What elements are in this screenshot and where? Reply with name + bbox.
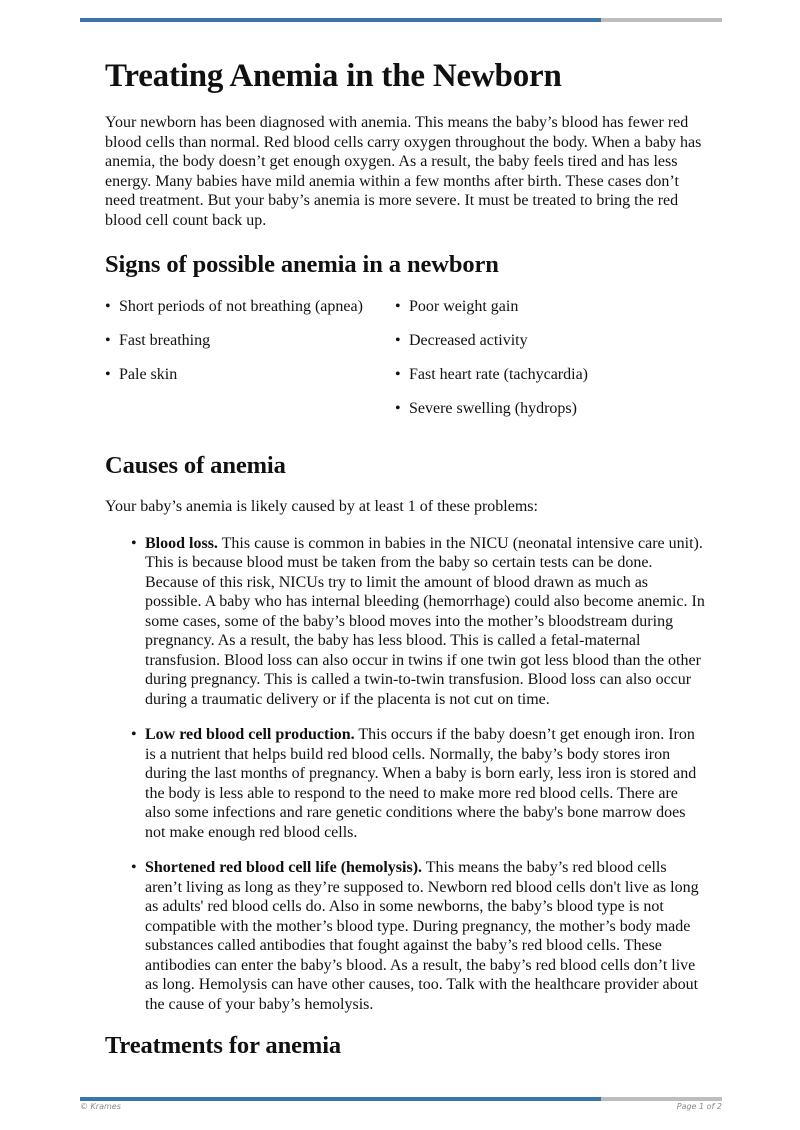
cause-text: This occurs if the baby doesn’t get enough iron. Iron is a nutrient that helps build red blood cells. Normally, the baby’s body stores iron during the last months of pregnancy. When a baby is born early, less iron is stored and the body is less able to respond to the need to make more red blood cells. There are also some infections and rare genetic conditions where the baby's bone marrow does not make enough red blood cells. xyxy=(145,726,697,841)
signs-list xyxy=(105,297,705,433)
header-rule xyxy=(80,18,722,22)
header-rule-accent xyxy=(80,18,601,22)
treatments-heading: Treatments for anemia xyxy=(105,1032,342,1059)
list-item xyxy=(105,725,705,842)
cause-label: Blood loss. xyxy=(145,534,218,552)
list-item xyxy=(105,858,705,1014)
list-item xyxy=(105,534,705,710)
list-item: • Fast heart rate (tachycardia) xyxy=(395,365,588,385)
document-body xyxy=(105,52,705,1062)
causes-list xyxy=(105,534,705,1015)
page-title: Treating Anemia in the Newborn xyxy=(105,58,562,94)
footer-rule xyxy=(80,1097,722,1101)
copyright-text: © Krames xyxy=(80,1102,121,1111)
cause-text: This means the baby’s red blood cells aren’t living as long as they’re supposed to. Newborn red blood cells don't live as long as adults' red blood cells do. Also in some newborns, the baby’s blood type is not compatible with the mother’s blood type. During pregnancy, the mother’s body made substances called antibodies that fought against the baby’s red blood cells. These antibodies can enter the baby’s blood. As a result, the baby’s red blood cells don’t live as long. Hemolysis can have other causes, too. Talk with the healthcare provider about the cause of your baby’s hemolysis. xyxy=(145,859,699,1013)
page-footer xyxy=(80,1102,722,1111)
footer-rule-accent xyxy=(80,1097,601,1101)
list-item: • Decreased activity xyxy=(395,331,588,351)
header-rule-gray xyxy=(601,18,722,22)
signs-list-right-column xyxy=(395,297,588,433)
signs-list-left-column xyxy=(105,297,395,433)
causes-heading: Causes of anemia xyxy=(105,452,286,479)
cause-label: Low red blood cell production. xyxy=(145,726,355,743)
page-number: Page 1 of 2 xyxy=(676,1102,722,1111)
list-item: • Severe swelling (hydrops) xyxy=(395,399,588,419)
footer-rule-gray xyxy=(601,1097,722,1101)
intro-paragraph: Your newborn has been diagnosed with anemia. This means the baby’s blood has fewer red blood cells than normal. Red blood cells carry oxygen throughout the body. When a baby has anemia, the body doesn’t get enough oxygen. As a result, the baby feels tired and has less energy. Many babies have mild anemia within a few months after birth. These cases don’t need treatment. But your baby’s anemia is more severe. It must be treated to bring the red blood cell count back up. xyxy=(105,114,702,229)
list-item: • Short periods of not breathing (apnea) xyxy=(105,297,395,317)
cause-text: This cause is common in babies in the NICU (neonatal intensive care unit). This is because blood must be taken from the baby so certain tests can be done. Because of this risk, NICUs try to limit the amount of blood drawn as much as possible. A baby who has internal bleeding (hemorrhage) could also become anemic. In some cases, some of the baby’s blood moves into the mother’s bloodstream during pregnancy. As a result, the baby has less blood. This is called a fetal-maternal transfusion. Blood loss can also occur in twins if one twin got less blood than the other during pregnancy. This is called a twin-to-twin transfusion. Blood loss can also occur during a traumatic delivery or if the placenta is not cut on time. xyxy=(145,534,705,708)
cause-label: Shortened red blood cell life (hemolysis). xyxy=(145,859,423,876)
list-item: • Pale skin xyxy=(105,365,395,385)
list-item: • Fast breathing xyxy=(105,331,395,351)
list-item: • Poor weight gain xyxy=(395,297,588,317)
signs-heading: Signs of possible anemia in a newborn xyxy=(105,251,499,278)
causes-intro-paragraph: Your baby’s anemia is likely caused by at least 1 of these problems: xyxy=(105,498,538,515)
